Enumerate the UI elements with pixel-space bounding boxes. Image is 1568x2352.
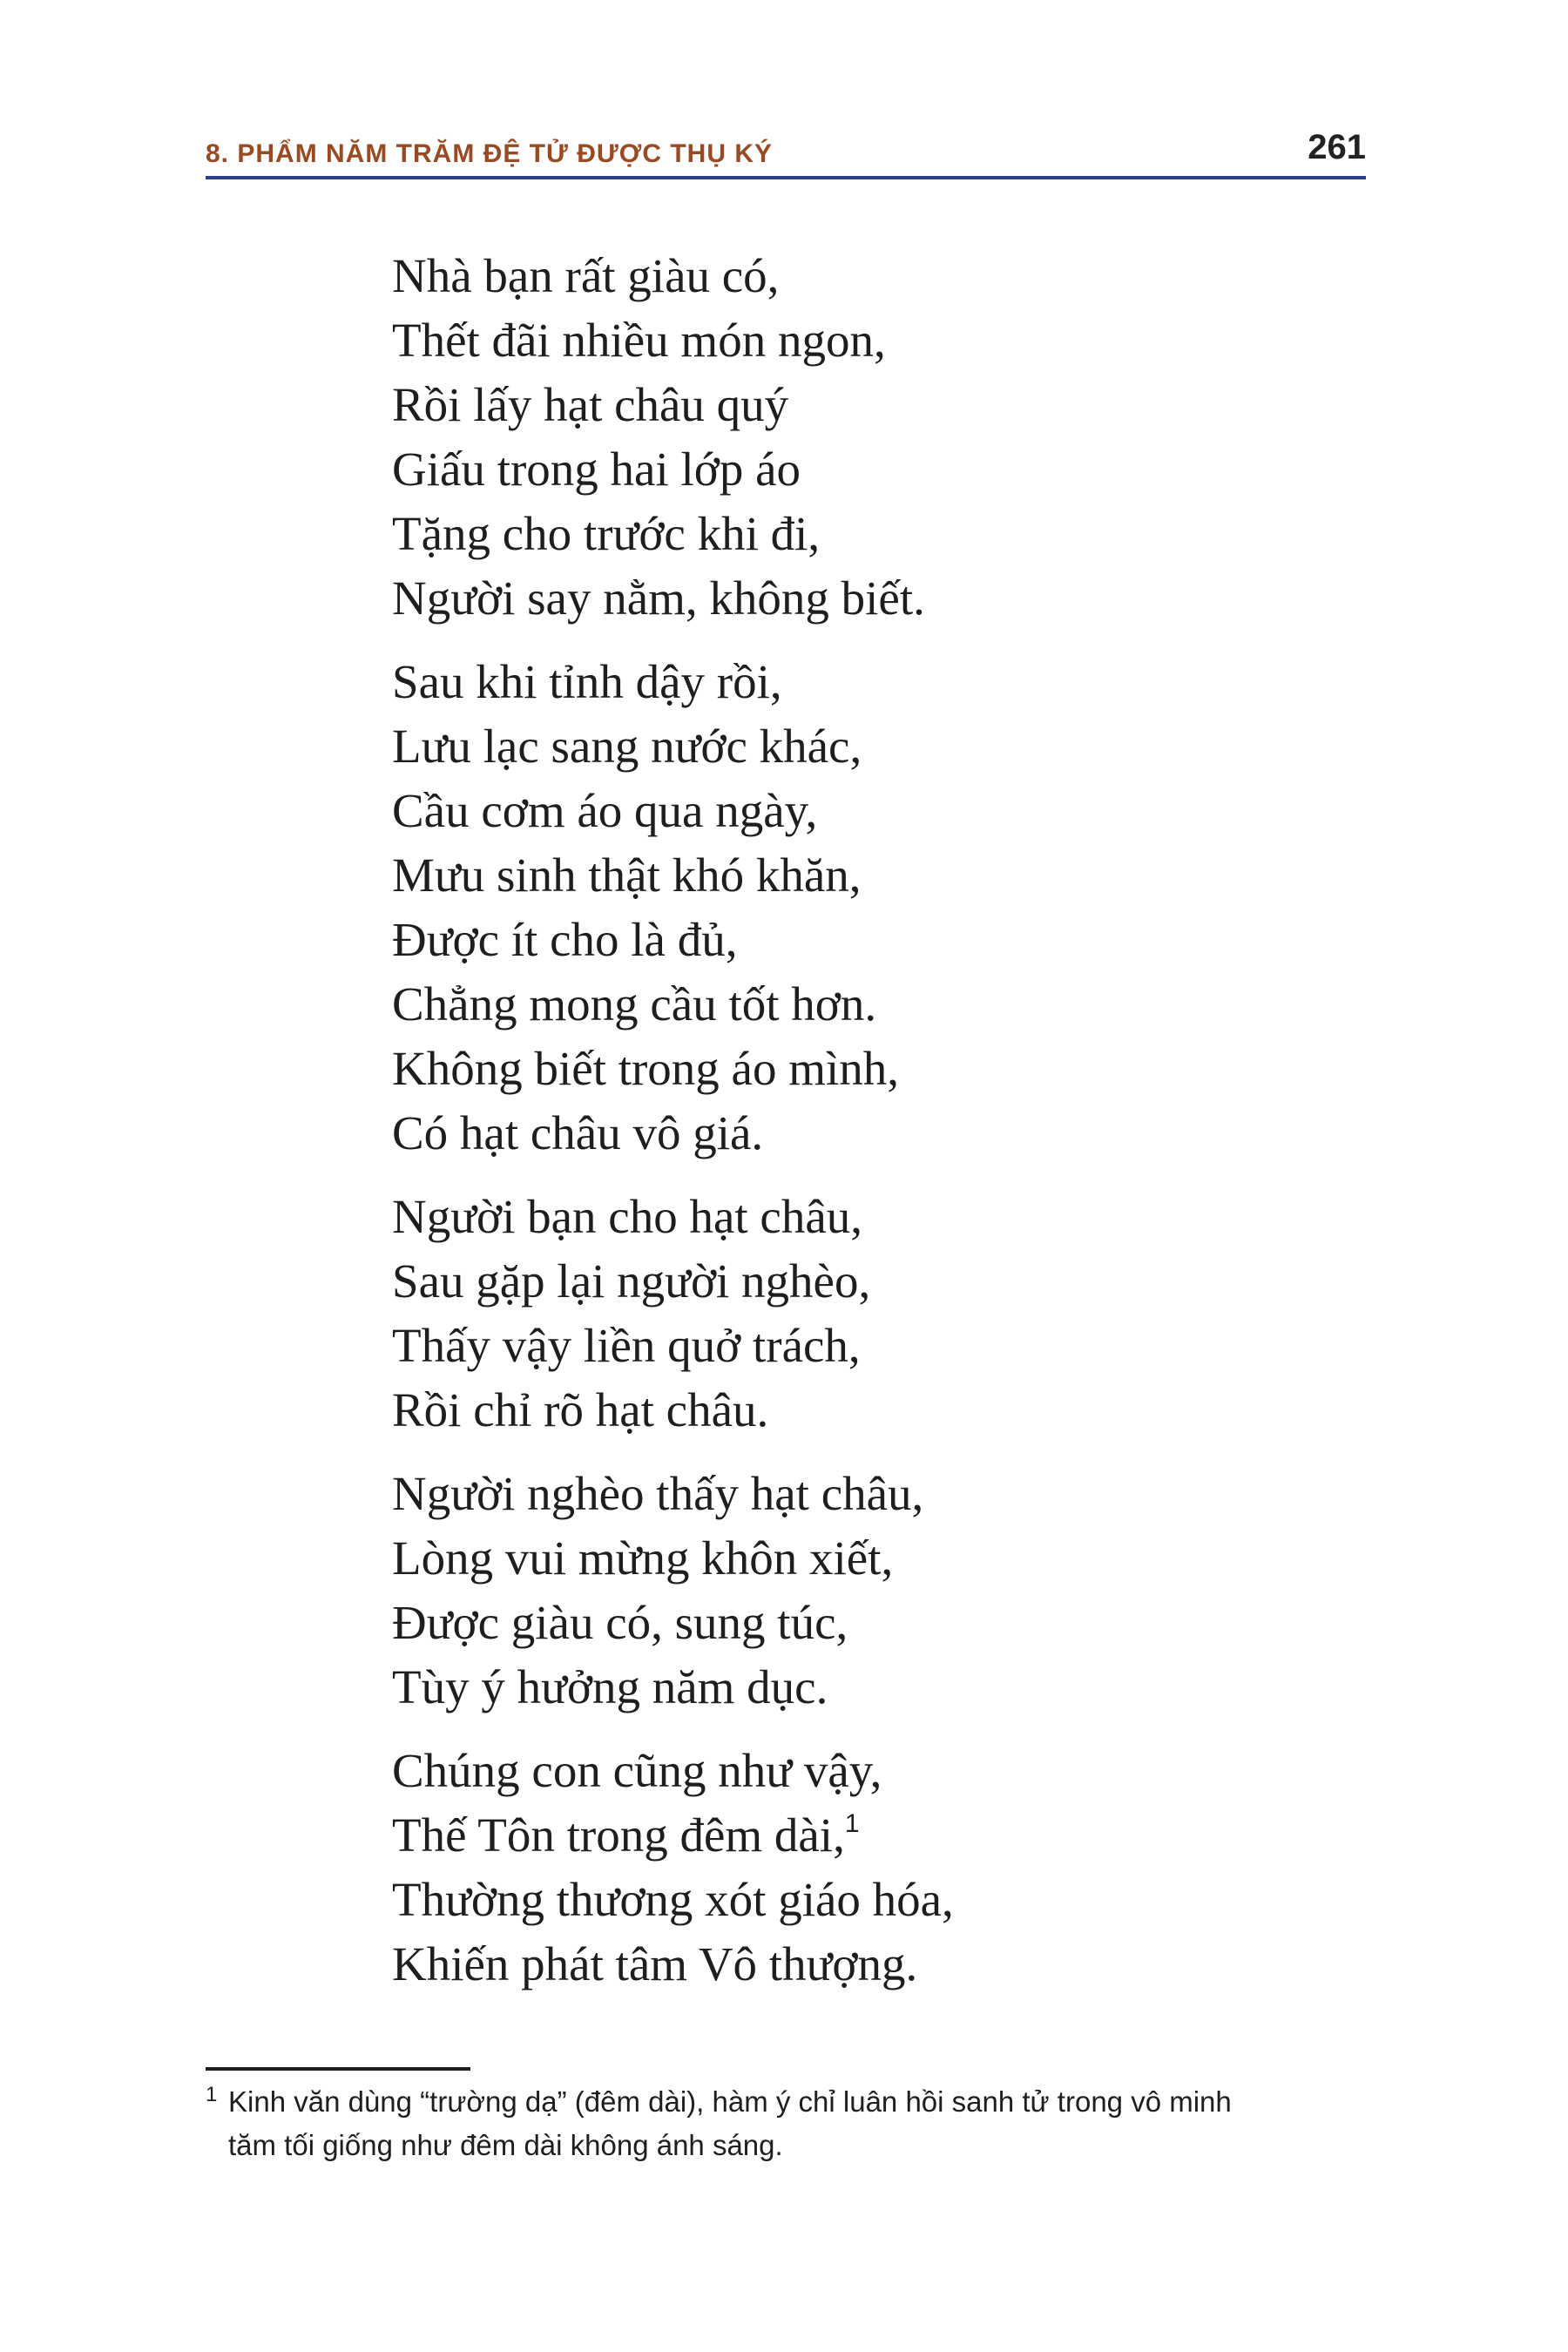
poem-line: Có hạt châu vô giá.: [392, 1106, 764, 1159]
page-number: 261: [1308, 128, 1366, 166]
poem-line: Lòng vui mừng khôn xiết,: [392, 1531, 894, 1585]
footnote: [206, 2080, 1373, 2167]
poem-line: Sau gặp lại người nghèo,: [392, 1254, 871, 1308]
poem-line: Khiến phát tâm Vô thượng.: [392, 1937, 918, 1990]
footnote-line-1: 1 Kinh văn dùng “trường dạ” (đêm dài), hàm ý chỉ luân hồi sanh tử trong vô minh: [206, 2083, 1232, 2118]
chapter-title: 8. PHẨM NĂM TRĂM ĐỆ TỬ ĐƯỢC THỤ KÝ: [206, 139, 774, 168]
poem-line: Được giàu có, sung túc,: [392, 1596, 848, 1649]
header-rule: [206, 176, 1366, 179]
stanza-4: [392, 1462, 1350, 1720]
poem-line: Sau khi tỉnh dậy rồi,: [392, 655, 782, 708]
poem-line: Người bạn cho hạt châu,: [392, 1190, 862, 1243]
poem-line: Chúng con cũng như vậy,: [392, 1744, 882, 1797]
poem-line: Rồi chỉ rõ hạt châu.: [392, 1383, 769, 1436]
stanza-2: [392, 650, 1350, 1166]
footnote-text: Kinh văn dùng “trường dạ” (đêm dài), hàm ý chỉ luân hồi sanh tử trong vô minh: [228, 2085, 1232, 2118]
poem-line: Mưu sinh thật khó khăn,: [392, 848, 862, 902]
footnote-line-2: tăm tối giống như đêm dài không ánh sáng.: [228, 2129, 783, 2161]
poem-line: Không biết trong áo mình,: [392, 1042, 900, 1095]
footnote-divider: [206, 2067, 470, 2071]
poem-line: Người nghèo thấy hạt châu,: [392, 1467, 924, 1520]
page-header: [206, 122, 1366, 179]
poem-line: Tặng cho trước khi đi,: [392, 507, 821, 560]
poem-line: Người say nằm, không biết.: [392, 571, 925, 625]
stanza-1: [392, 244, 1350, 631]
poem-line: Cầu cơm áo qua ngày,: [392, 784, 818, 837]
poem-line: Được ít cho là đủ,: [392, 913, 738, 966]
poem-line: Thường thương xót giáo hóa,: [392, 1873, 954, 1926]
poem-line: Giấu trong hai lớp áo: [392, 443, 801, 496]
stanza-3: [392, 1185, 1350, 1443]
poem-line: Nhà bạn rất giàu có,: [392, 249, 780, 302]
poem-line: Thấy vậy liền quở trách,: [392, 1319, 861, 1372]
poem-line: Thết đãi nhiều món ngon,: [392, 314, 886, 367]
poem-line: Rồi lấy hạt châu quý: [392, 378, 789, 431]
footnote-reference[interactable]: 1: [844, 1809, 860, 1838]
stanza-5: [392, 1739, 1350, 1997]
poem-line: Chẳng mong cầu tốt hơn.: [392, 977, 877, 1031]
poem-line: Tùy ý hưởng năm dục.: [392, 1660, 828, 1713]
poem-line: Lưu lạc sang nước khác,: [392, 720, 862, 773]
poem-line-text: Thế Tôn trong đêm dài,: [392, 1808, 845, 1862]
poem-line-with-note: [392, 1803, 1350, 1868]
poem: [392, 244, 1350, 2016]
